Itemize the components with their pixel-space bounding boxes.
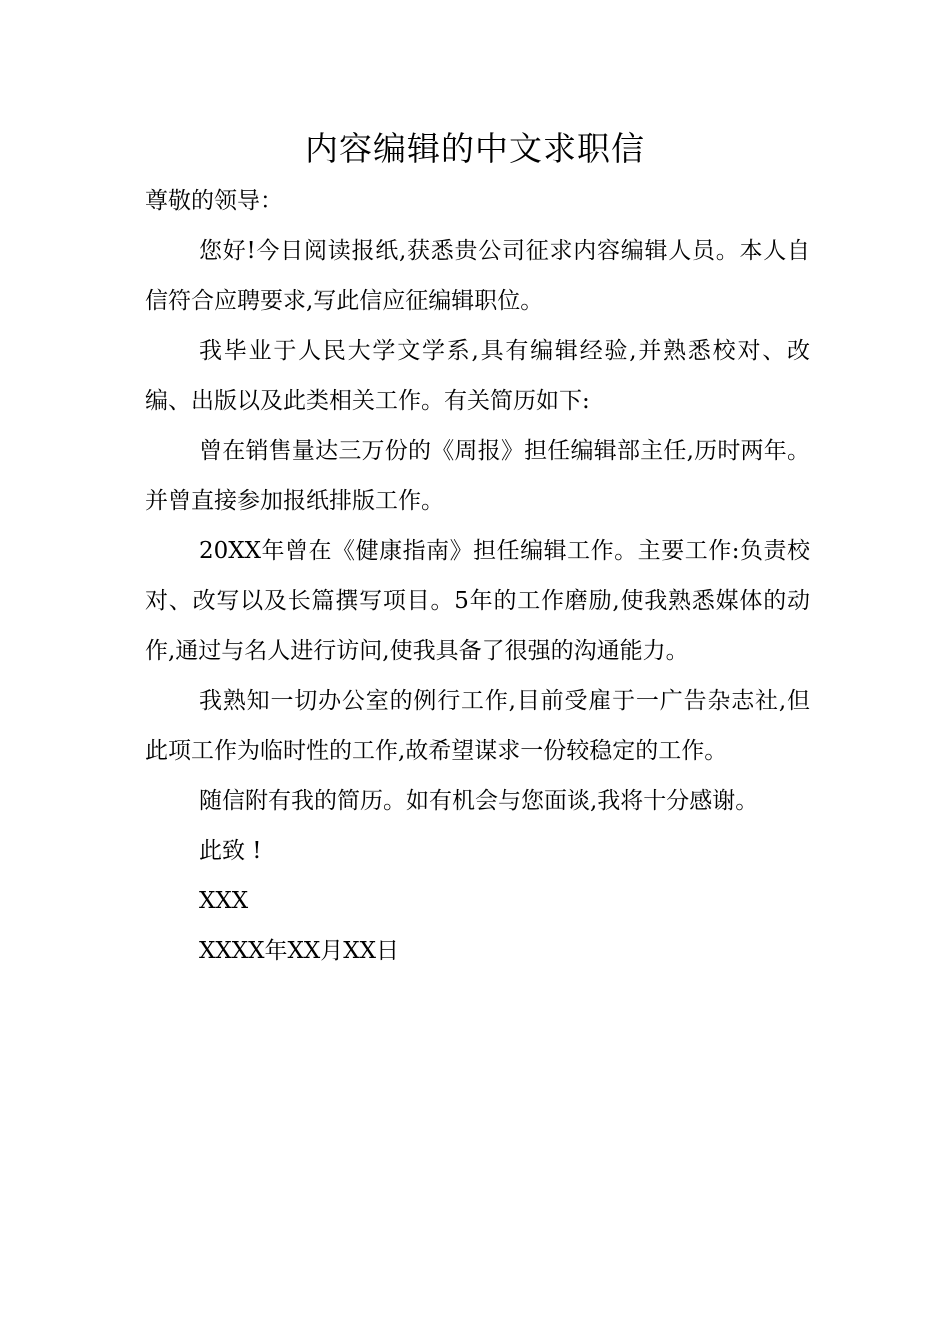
paragraph-greeting: 您好!今日阅读报纸,获悉贵公司征求内容编辑人员。本人自信符合应聘要求,写此信应征编辑职位。 bbox=[145, 238, 810, 314]
letter-body bbox=[145, 176, 810, 976]
paragraph-experience-health-guide: 20XX年曾在《健康指南》担任编辑工作。主要工作:负责校对、改写以及长篇撰写项目。5年的工作磨励,使我熟悉媒体的动作,通过与名人进行访问,使我具备了很强的沟通能力。 bbox=[145, 538, 810, 664]
signature: XXX bbox=[199, 888, 249, 914]
salutation: 尊敬的领导： bbox=[145, 188, 283, 214]
paragraph-current-job: 我熟知一切办公室的例行工作,目前受雇于一广告杂志社,但此项工作为临时性的工作,故希望谋求一份较稳定的工作。 bbox=[145, 688, 810, 764]
closing: 此致 ! bbox=[199, 838, 262, 864]
paragraph-education: 我毕业于人民大学文学系,具有编辑经验,并熟悉校对、改编、出版以及此类相关工作。有关简历如下: bbox=[145, 338, 810, 414]
page-title: 内容编辑的中文求职信 bbox=[305, 129, 645, 168]
paragraph-attachment: 随信附有我的简历。如有机会与您面谈,我将十分感谢。 bbox=[199, 788, 759, 814]
date: XXXX年XX月XX日 bbox=[199, 938, 399, 964]
paragraph-experience-weekly: 曾在销售量达三万份的《周报》担任编辑部主任,历时两年。并曾直接参加报纸排版工作。 bbox=[145, 438, 810, 514]
